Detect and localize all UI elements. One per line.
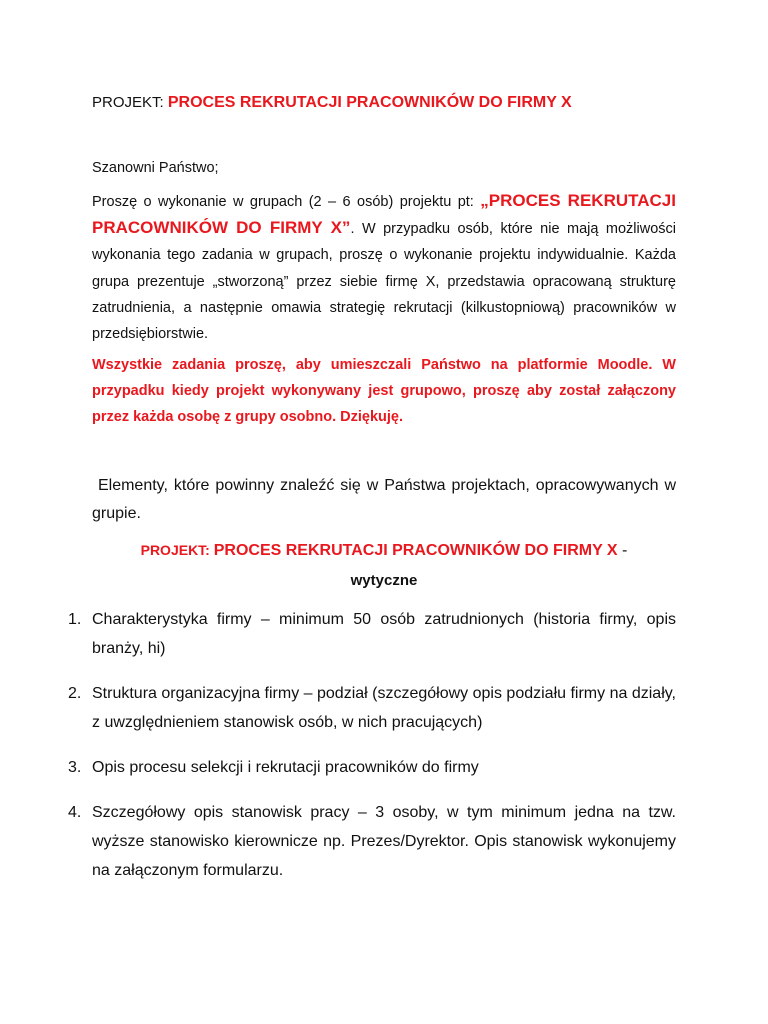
guidelines-heading <box>92 535 676 596</box>
list-item-text: Szczegółowy opis stanowisk pracy – 3 osoby, w tym minimum jedna na tzw. wyższe stanowisko kierownicze np. Prezes/Dyrektor. Opis stanowisk wykonujemy na załączonym formularzu. <box>92 804 676 879</box>
project-title-text: PROCES REKRUTACJI PRACOWNIKÓW DO FIRMY X <box>167 94 572 111</box>
list-item-number: 4. <box>68 804 82 821</box>
list-item <box>68 798 676 885</box>
intro-part-1: Proszę o wykonanie w grupach (2 – 6 osób) projektu pt: <box>92 194 481 210</box>
list-item-text: Opis procesu selekcji i rekrutacji pracowników do firmy <box>92 759 479 776</box>
intro-part-2: . W przypadku osób, które nie mają możliwości wykonania tego zadania w grupach, proszę o wykonanie projektu indywidualnie. Każda grupa prezentuje „stworzoną” przez siebie firmę X, przedstawia opracowaną strukturę zatrudnienia, a następnie omawia strategię rekrutacji (kilkustopniową) pracowników w przedsiębiorstwie. <box>92 221 676 343</box>
guidelines-heading-prefix: PROJEKT: <box>140 542 214 558</box>
project-title <box>92 94 572 112</box>
list-item-text: Charakterystyka firmy – minimum 50 osób zatrudnionych (historia firmy, opis branży, hi) <box>92 611 676 657</box>
list-item <box>68 605 676 663</box>
moodle-notice: Wszystkie zadania proszę, aby umieszczali Państwo na platformie Moodle. W przypadku kiedy projekt wykonywany jest grupowo, proszę aby został załączony przez każda osobę z grupy osobno. Dziękuję. <box>92 357 676 425</box>
intro-project-title: „PROCES REKRUTACJI PRACOWNIKÓW DO FIRMY X” <box>92 191 676 238</box>
guidelines-list <box>68 605 676 885</box>
intro-paragraph <box>92 188 676 347</box>
list-item-number: 2. <box>68 685 82 702</box>
guidelines-heading-line <box>92 535 676 566</box>
list-item <box>68 753 676 782</box>
salutation: Szanowni Państwo; <box>92 160 219 176</box>
elements-intro <box>92 472 676 528</box>
guidelines-subtitle: wytyczne <box>350 572 418 589</box>
elements-intro-text: Elementy, które powinny znaleźć się w Państwa projektach, opracowywanych w grupie. <box>92 477 677 522</box>
list-item-text: Struktura organizacyjna firmy – podział (szczegółowy opis podziału firmy na działy, z uwzględnieniem stanowisk osób, w nich pracujących) <box>92 685 676 731</box>
project-title-prefix: PROJEKT: <box>92 94 168 111</box>
list-item-number: 1. <box>68 611 82 628</box>
list-item-number: 3. <box>68 759 82 776</box>
list-item <box>68 679 676 737</box>
guidelines-heading-dash: - <box>617 542 628 559</box>
guidelines-heading-title: PROCES REKRUTACJI PRACOWNIKÓW DO FIRMY X <box>213 542 618 559</box>
